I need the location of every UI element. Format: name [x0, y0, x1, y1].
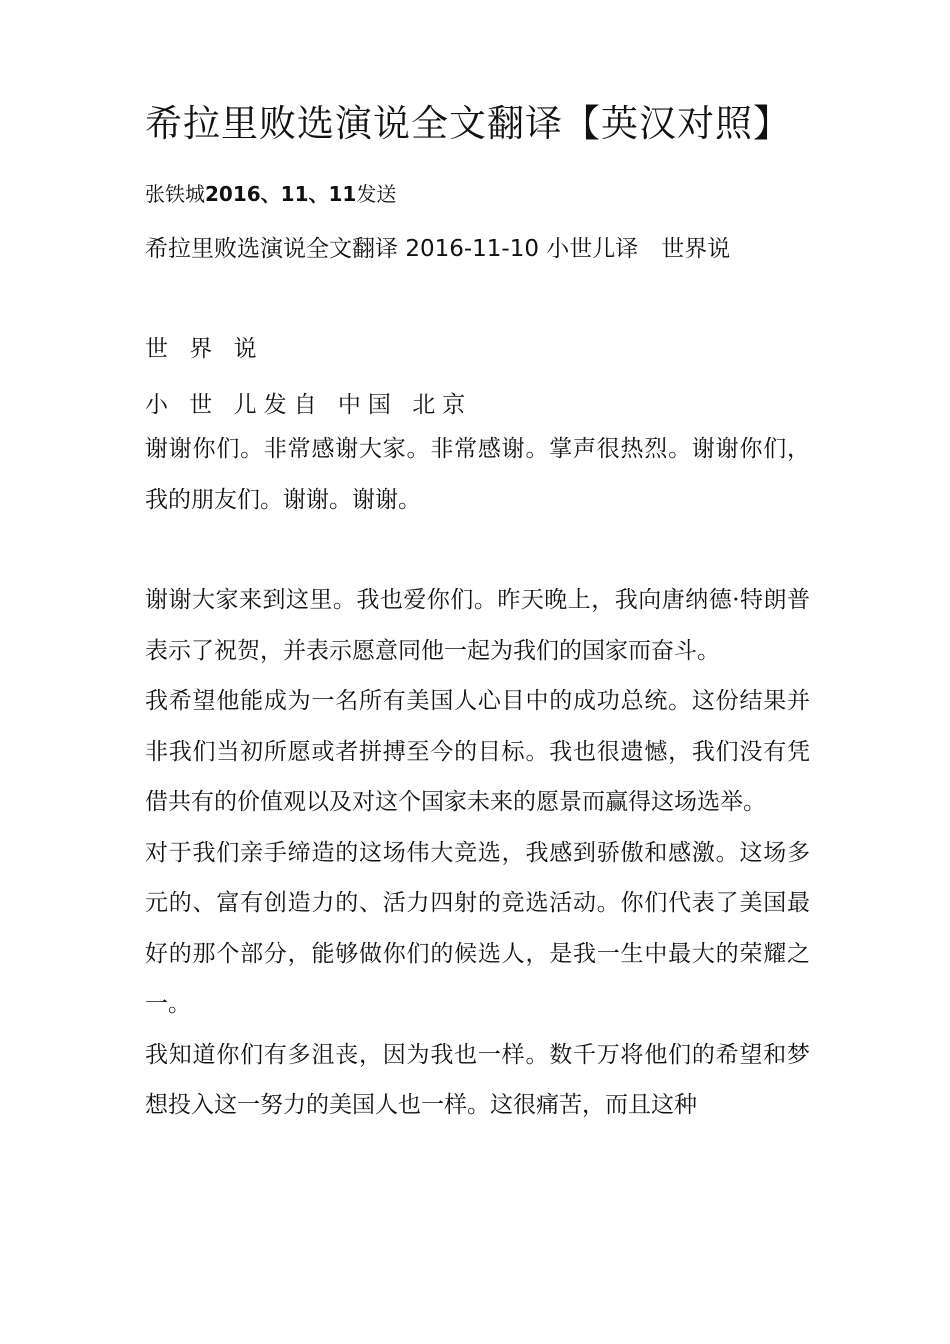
body-text — [145, 424, 810, 1131]
paragraph: 我希望他能成为一名所有美国人心目中的成功总统。这份结果并非我们当初所愿或者拼搏至今的目标。我也很遗憾，我们没有凭借共有的价值观以及对这个国家未来的愿景而赢得这场选举。 — [145, 688, 810, 815]
paragraph: 谢谢你们。非常感谢大家。非常感谢。掌声很热烈。谢谢你们，我的朋友们。谢谢。谢谢。 — [145, 436, 810, 513]
byline-author: 张铁城 — [145, 182, 205, 206]
paragraph: 我知道你们有多沮丧，因为我也一样。数千万将他们的希望和梦想投入这一努力的美国人也一样。这很痛苦，而且这种 — [145, 1041, 810, 1118]
subtitle-date: 2016-11-10 — [405, 236, 539, 262]
document-title: 希拉里败选演说全文翻译【英汉对照】 — [145, 102, 791, 145]
source-name: 世 界 说 — [145, 336, 264, 362]
byline-suffix: 发送 — [356, 182, 397, 206]
subtitle-suffix: 小世儿译 世界说 — [546, 236, 731, 262]
subtitle — [145, 232, 730, 266]
byline-date: 2016、11、11 — [205, 182, 357, 206]
source-block — [145, 330, 810, 424]
paragraph: 对于我们亲手缔造的这场伟大竞选，我感到骄傲和感激。这场多元的、富有创造力的、活力四射的竞选活动。你们代表了美国最好的那个部分，能够做你们的候选人，是我一生中最大的荣耀之一。 — [145, 839, 810, 1017]
byline — [145, 180, 396, 208]
subtitle-prefix: 希拉里败选演说全文翻译 — [145, 236, 398, 262]
paragraph-gap — [145, 525, 810, 575]
paragraph: 谢谢大家来到这里。我也爱你们。昨天晚上，我向唐纳德·特朗普表示了祝贺，并表示愿意同他一起为我们的国家而奋斗。 — [145, 587, 810, 664]
source-origin: 小 世 儿发自 中国 北京 — [145, 392, 473, 418]
